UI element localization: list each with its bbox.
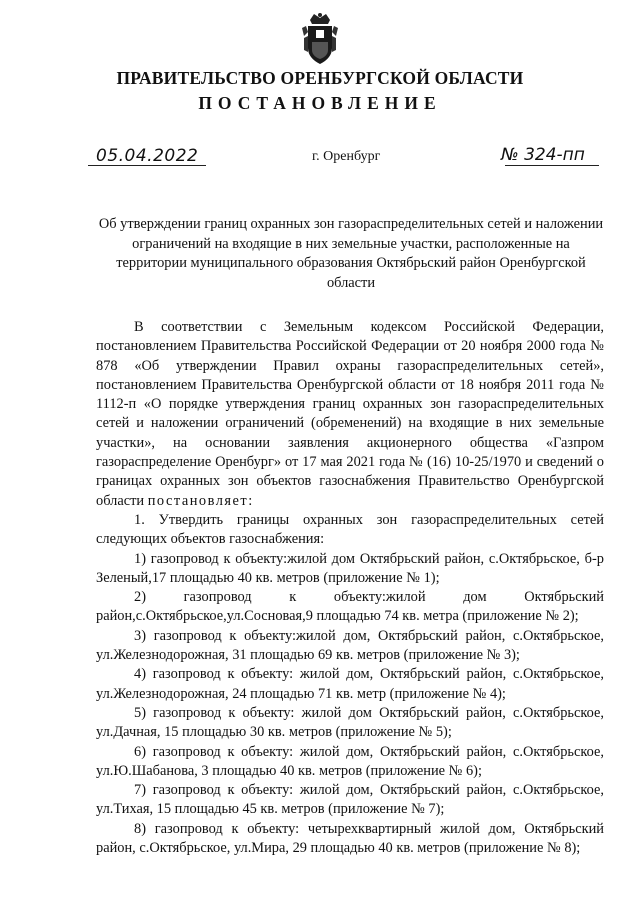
date-underline bbox=[88, 165, 206, 166]
document-type: ПОСТАНОВЛЕНИЕ bbox=[198, 93, 442, 113]
document-body bbox=[96, 318, 604, 858]
document-number: № 324-пп bbox=[501, 145, 585, 165]
subitem-paragraph: 5) газопровод к объекту: жилой дом Октябрьский район, с.Октябрьское, ул.Дачная, 15 площадью 30 кв. метров (приложение № 5); bbox=[96, 704, 604, 741]
subitem-paragraph: 1) газопровод к объекту:жилой дом Октябрьский район, с.Октябрьское, б-р Зеленый,17 площадью 40 кв. метров (приложение № 1); bbox=[96, 550, 604, 586]
preamble-text: В соответствии с Земельным кодексом Российской Федерации, постановлением Правительства Российской Федерации от 20 ноября 2000 года № 878 «Об утверждении Правил охраны газораспределительных сетей», постановлением Правительства Оренбургской области от 18 ноября 2011 года № 1112-п «О порядке утверждения границ охранных зон газораспределительных сетей и наложении ограничений (обременений) на входящие в них земельные участки», на основании заявления акционерного общества «Газпром газораспределение Оренбург» от 17 мая 2021 года № (16) 10-25/1970 и сведений о границах охранных зон объектов газоснабжения Правительство Оренбургской области bbox=[96, 319, 604, 509]
number-underline bbox=[505, 165, 599, 166]
item-1-paragraph: 1. Утвердить границы охранных зон газораспределительных сетей следующих объектов газоснабжения: bbox=[96, 511, 604, 548]
subitem-paragraph: 2) газопровод к объекту:жилой дом Октябрьский район,с.Октябрьское,ул.Сосновая,9 площадью 74 кв. метра (приложение № 2); bbox=[96, 589, 604, 625]
subitem-paragraph: 6) газопровод к объекту: жилой дом, Октябрьский район, с.Октябрьское, ул.Ю.Шабанова, 3 площадью 40 кв. метров (приложение № 6); bbox=[96, 743, 604, 779]
document-title: Об утверждении границ охранных зон газораспределительных сетей и наложении ограничений на входящие в них земельные участки, расположенные на территории муниципального образования Октябрьский район Оренбургской области bbox=[98, 216, 604, 291]
subitem-paragraph: 3) газопровод к объекту:жилой дом, Октябрьский район, с.Октябрьское, ул.Железнодорожная, 31 площадью 69 кв. метров (приложение № 3); bbox=[96, 627, 604, 664]
subitem-paragraph: 7) газопровод к объекту: жилой дом, Октябрьский район, с.Октябрьское, ул.Тихая, 15 площадью 45 кв. метров (приложение № 7); bbox=[96, 782, 604, 818]
oblast-coat-of-arms-icon bbox=[298, 12, 342, 68]
preamble-paragraph bbox=[96, 318, 604, 511]
decree-word: постановляет: bbox=[147, 492, 254, 509]
document-city: г. Оренбург bbox=[312, 149, 381, 164]
document-date: 05.04.2022 bbox=[96, 146, 199, 166]
subitem-paragraph: 4) газопровод к объекту: жилой дом, Октябрьский район, с.Октябрьское, ул.Железнодорожная, 24 площадью 71 кв. метр (приложение № 4); bbox=[96, 666, 604, 702]
subitem-paragraph: 8) газопровод к объекту: четырехквартирный жилой дом, Октябрьский район, с.Октябрьское, ул.Мира, 29 площадью 40 кв. метров (приложение № 8); bbox=[96, 820, 604, 857]
authority-name: ПРАВИТЕЛЬСТВО ОРЕНБУРГСКОЙ ОБЛАСТИ bbox=[116, 68, 524, 88]
